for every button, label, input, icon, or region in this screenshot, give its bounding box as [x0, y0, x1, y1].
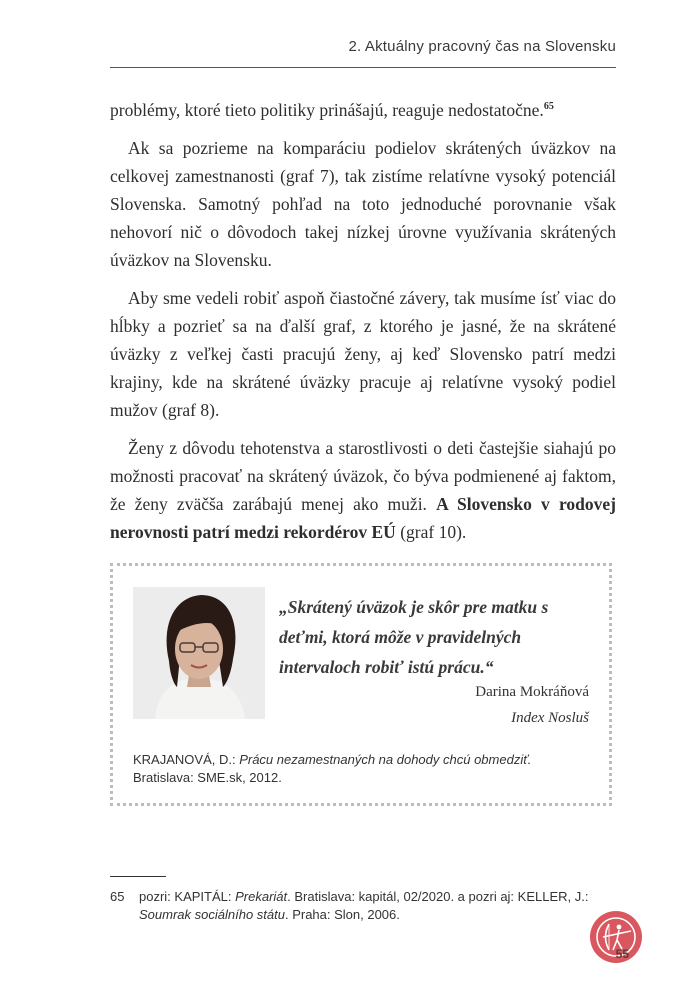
footnote-title-a: Prekariát	[235, 889, 288, 904]
paragraph-4-bold: A Slovensko v rodovej nerovnosti patrí medzi rekordérov EÚ	[110, 494, 617, 542]
quote-ref-place: Bratislava: SME.sk, 2012.	[133, 770, 282, 785]
footnote-rule	[110, 876, 166, 877]
paragraph-4-end: (graf 10).	[400, 522, 467, 542]
quote-box	[110, 563, 612, 806]
quote-ref-author: KRAJANOVÁ, D.:	[133, 752, 236, 767]
quote-reference	[133, 751, 593, 787]
paragraph-3: Aby sme vedeli robiť aspoň čiastočné závery, tak musíme ísť viac do hĺbky a pozrieť sa na ďalší graf, z ktorého je jasné, že na skrátené úväzky z veľkej časti pracujú ženy, aj keď Slovensko patrí medzi krajiny, kde na skrátené úväzky pracuje aj relatívne vysoký podiel mužov (graf 8).	[110, 288, 616, 420]
footnote-title-b: Soumrak sociálního státu	[139, 907, 285, 922]
footnote-ref[interactable]: 65	[543, 101, 554, 113]
footnote-part-a: pozri: KAPITÁL:	[139, 889, 232, 904]
paragraph-1	[110, 96, 616, 124]
body-text	[110, 96, 616, 556]
footnote-part-b: . Bratislava: kapitál, 02/2020. a pozri aj: KELLER, J.:	[287, 889, 589, 904]
footnote	[110, 888, 616, 924]
quote-author: Darina Mokráňová	[475, 684, 589, 700]
quote-attribution	[475, 679, 589, 731]
running-header: 2. Aktuálny pracovný čas na Slovensku	[348, 38, 616, 55]
paragraph-4-text: Ženy z dôvodu tehotenstva a starostlivosti o deti častejšie siahajú po možnosti pracovať na skrátený úväzok, čo býva podmienené aj faktom, že ženy zväčša zarábajú menej ako muži.	[110, 438, 616, 514]
page-number: 55	[615, 947, 629, 961]
paragraph-1-text: problémy, ktoré tieto politiky prinášajú, reaguje nedostatočne.	[110, 100, 544, 120]
quote-ref-title: Prácu nezamestnaných na dohody chcú obmedziť.	[239, 752, 532, 767]
header-rule	[110, 67, 616, 68]
footnote-number: 65	[110, 889, 125, 904]
paragraph-4	[110, 434, 616, 546]
quote-organization: Index Nosluš	[511, 710, 589, 726]
quote-text: „Skrátený úväzok je skôr pre matku s deťmi, ktorá môže v pravidelných intervaloch robiť istú prácu.“	[279, 597, 549, 677]
footnote-part-c: . Praha: Slon, 2006.	[284, 907, 400, 922]
author-photo	[133, 587, 265, 719]
footnote-text	[139, 888, 616, 924]
paragraph-2: Ak sa pozrieme na komparáciu podielov skrátených úväzkov na celkovej zamestnanosti (graf 7), tak zistíme relatívne vysoký potenciál Slovenska. Samotný pohľad na toto jednoduché porovnanie však nehovorí nič o dôvodoch takej nízkej úrovne využívania skrátených úväzkov na Slovensku.	[110, 138, 616, 270]
